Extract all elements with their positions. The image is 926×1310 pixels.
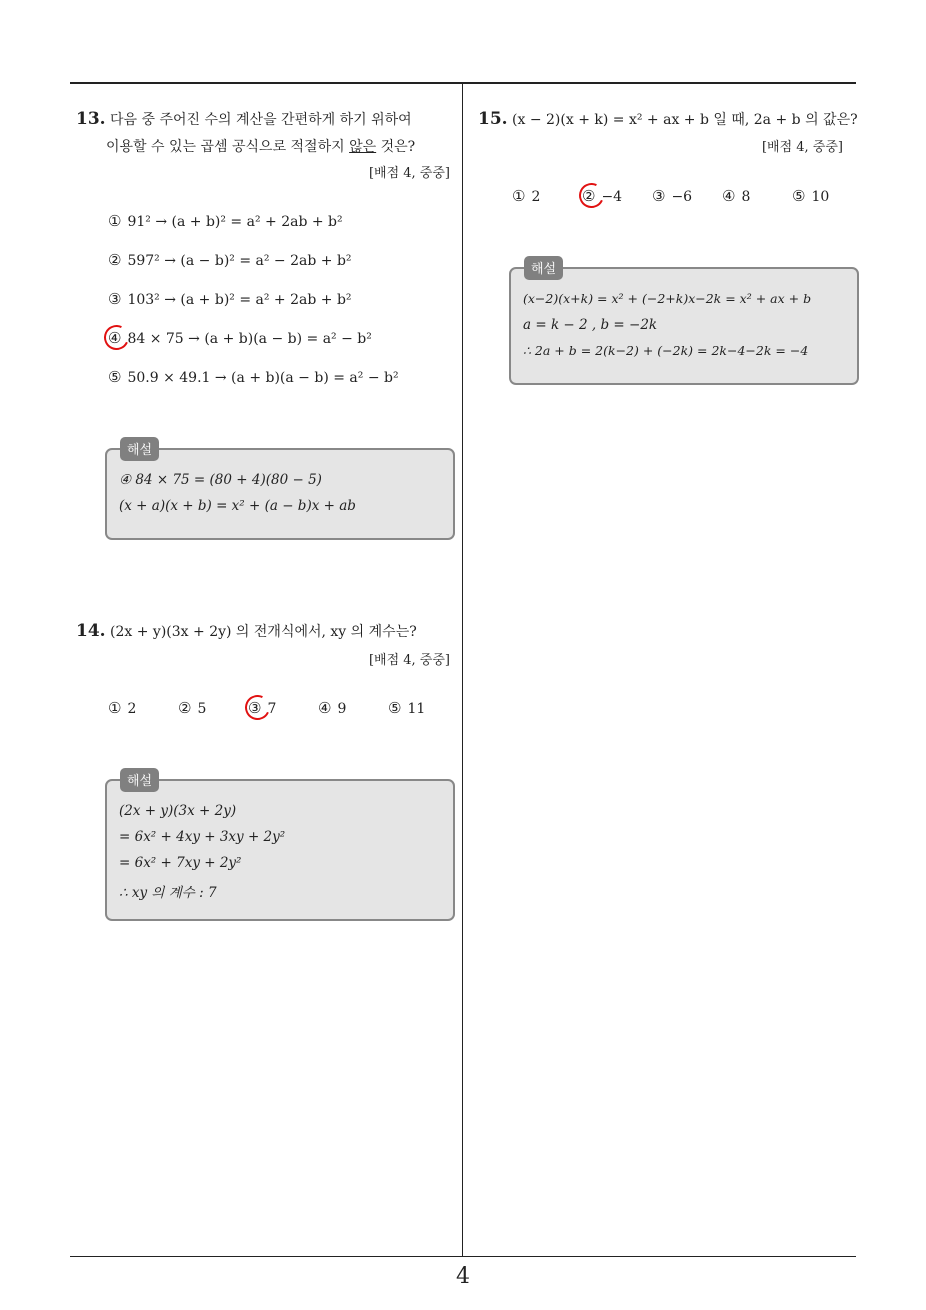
- choice-text: −6: [671, 189, 693, 205]
- q15-solution-line-3: ∴ 2a + b = 2(k−2) + (−2k) = 2k−4−2k = −4: [523, 343, 809, 358]
- q15-choice-4[interactable]: [722, 187, 750, 205]
- choice-number: ①: [512, 187, 526, 205]
- choice-number: ②: [178, 699, 192, 717]
- choice-number: ③: [248, 699, 262, 717]
- q13-text-line1: 다음 중 주어진 수의 계산을 간편하게 하기 위하여: [110, 112, 412, 128]
- q13-text-line2b: 것은?: [376, 139, 416, 155]
- q13-meta: [배점 4, 중중]: [368, 166, 450, 181]
- q13-solution-box: [105, 448, 455, 540]
- q15-line1: [478, 109, 858, 129]
- q15-text: (x − 2)(x + k) = x² + ax + b 일 때, 2a + b 의 값은?: [512, 112, 858, 128]
- choice-text: 7: [267, 701, 277, 717]
- choice-number: ④: [318, 699, 332, 717]
- q13-answer-mark: [100, 321, 132, 353]
- q13-choice-2[interactable]: [108, 251, 352, 269]
- q14-choice-4[interactable]: [318, 699, 346, 717]
- top-rule: [70, 82, 856, 84]
- choice-text: 597² → (a − b)² = a² − 2ab + b²: [127, 253, 352, 269]
- choice-text: 10: [811, 189, 830, 205]
- q14-text: (2x + y)(3x + 2y) 의 전개식에서, xy 의 계수는?: [110, 624, 417, 640]
- choice-number: ④: [108, 329, 122, 347]
- q13-line1: [76, 109, 412, 129]
- q13-line2: [106, 136, 415, 156]
- q15-solution-line-2: a = k − 2 , b = −2k: [523, 317, 658, 333]
- q13-solution-line-1: ④ 84 × 75 = (80 + 4)(80 − 5): [119, 472, 322, 488]
- choice-text: 2: [127, 701, 137, 717]
- q14-number: 14.: [76, 621, 106, 641]
- choice-number: ②: [582, 187, 596, 205]
- q14-choice-2[interactable]: [178, 699, 206, 717]
- q14-solution-label: 해설: [120, 768, 159, 792]
- q14-solution-box: [105, 779, 455, 921]
- q13-number: 13.: [76, 109, 106, 129]
- choice-text: 5: [197, 701, 207, 717]
- q13-choice-5[interactable]: [108, 368, 399, 386]
- q15-solution-label: 해설: [524, 256, 563, 280]
- q14-answer-mark: [241, 691, 273, 723]
- q13-text-line2a: 이용할 수 있는 곱셈 공식으로 적절하지: [106, 139, 350, 155]
- choice-text: 8: [741, 189, 751, 205]
- q14-meta: [배점 4, 중중]: [368, 653, 450, 668]
- q14-solution-line-3: = 6x² + 7xy + 2y²: [119, 855, 242, 871]
- choice-number: ⑤: [388, 699, 402, 717]
- choice-number: ①: [108, 699, 122, 717]
- q13-choice-1[interactable]: [108, 212, 343, 230]
- choice-number: ⑤: [792, 187, 806, 205]
- q15-choice-3[interactable]: [652, 187, 692, 205]
- q13-solution-label: 해설: [120, 437, 159, 461]
- q14-solution-line-1: (2x + y)(3x + 2y): [119, 803, 237, 819]
- q14-solution-line-2: = 6x² + 4xy + 3xy + 2y²: [119, 829, 286, 845]
- q15-answer-mark: [575, 179, 607, 211]
- choice-text: 84 × 75 → (a + b)(a − b) = a² − b²: [127, 331, 372, 347]
- q13-choice-4[interactable]: [108, 329, 372, 347]
- q15-solution-line-1: (x−2)(x+k) = x² + (−2+k)x−2k = x² + ax + b: [523, 291, 812, 306]
- q13-choice-3[interactable]: [108, 290, 352, 308]
- choice-text: 103² → (a + b)² = a² + 2ab + b²: [127, 292, 352, 308]
- q13-underlined-word: 않은: [349, 139, 377, 155]
- choice-number: ④: [722, 187, 736, 205]
- q15-number: 15.: [478, 109, 508, 129]
- column-divider: [462, 84, 463, 1256]
- q14-choice-5[interactable]: [388, 699, 425, 717]
- choice-text: 91² → (a + b)² = a² + 2ab + b²: [127, 214, 343, 230]
- choice-number: ①: [108, 212, 122, 230]
- choice-text: 11: [407, 701, 426, 717]
- choice-text: 9: [337, 701, 347, 717]
- bottom-rule: [70, 1256, 856, 1257]
- q13-solution-line-2: (x + a)(x + b) = x² + (a − b)x + ab: [119, 498, 356, 514]
- choice-text: 2: [531, 189, 541, 205]
- choice-number: ②: [108, 251, 122, 269]
- q15-meta: [배점 4, 중중]: [761, 140, 843, 155]
- q14-choice-1[interactable]: [108, 699, 136, 717]
- choice-number: ③: [652, 187, 666, 205]
- q15-solution-box: [509, 267, 859, 385]
- choice-number: ⑤: [108, 368, 122, 386]
- page-number: 4: [456, 1264, 470, 1289]
- q14-solution-line-4: ∴ xy 의 계수 : 7: [119, 885, 217, 901]
- choice-number: ③: [108, 290, 122, 308]
- choice-text: 50.9 × 49.1 → (a + b)(a − b) = a² − b²: [127, 370, 399, 386]
- q15-choice-5[interactable]: [792, 187, 829, 205]
- q14-line1: [76, 621, 417, 641]
- q15-choice-1[interactable]: [512, 187, 540, 205]
- choice-text: −4: [601, 189, 623, 205]
